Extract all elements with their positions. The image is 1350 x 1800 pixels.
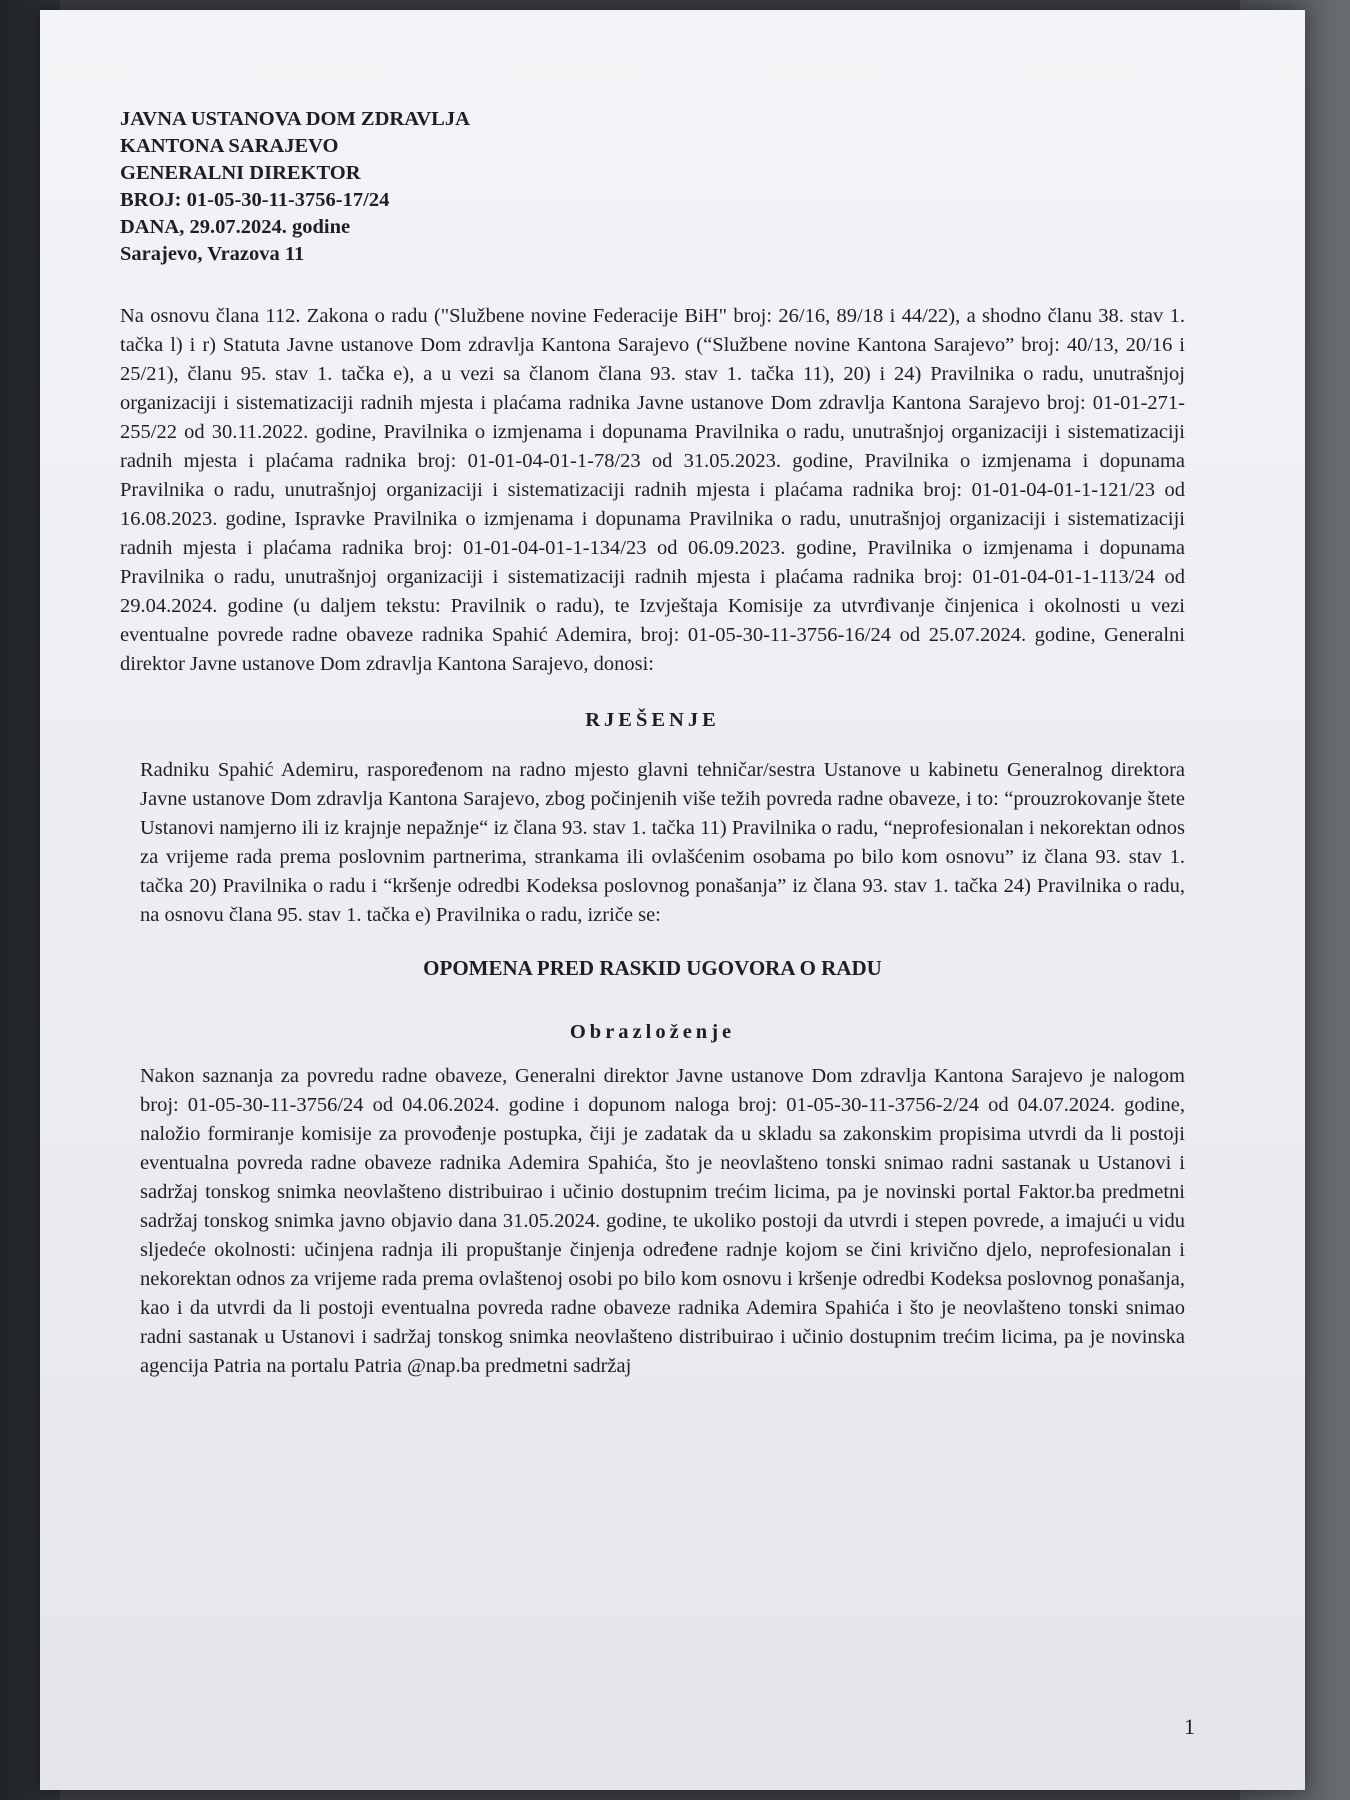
- document-address: Sarajevo, Vrazova 11: [120, 243, 305, 265]
- sanction-heading: OPOMENA PRED RASKID UGOVORA O RADU: [423, 956, 882, 980]
- decision-paragraph: Radniku Spahić Ademiru, raspoređenom na radno mjesto glavni tehničar/sestra Ustanove u kabinetu Generalnog direktora Javne ustanove Dom zdravlja Kantona Sarajevo, zbog počinjenih više težih povreda radne obaveze, i to: “prouzrokovanje štete Ustanovi namjerno ili iz krajnje nepažnje“ iz člana 93. stav 1. tačka 11) Pravilnika o radu, “neprofesionalan i nekorektan odnos za vrijeme rada prema poslovnim partnerima, strankama ili ovlašćenim osobama po bilo kom osnovu” iz člana 93. stav 1. tačka 20) Pravilnika o radu i “kršenje odredbi Kodeksa poslovnog ponašanja” iz člana 93. stav 1. tačka 24) Pravilnika o radu, na osnovu člana 95. stav 1. tačka e) Pravilnika o radu, izriče se:: [140, 759, 1185, 926]
- issuer-title: GENERALNI DIREKTOR: [120, 162, 361, 184]
- intro-paragraph: Na osnovu člana 112. Zakona o radu ("Službene novine Federacije BiH" broj: 26/16, 89/18 i 44/22), a shodno članu 38. stav 1. tačka l) i r) Statuta Javne ustanove Dom zdravlja Kantona Sarajevo (“Službene novine Kantona Sarajevo” broj: 40/13, 20/16 i 25/21), članu 95. stav 1. tačka e), a u vezi sa članom člana 93. stav 1. tačka 11), 20) i 24) Pravilnika o radu, unutrašnjoj organizaciji i sistematizaciji radnih mjesta i plaćama radnika Javne ustanove Dom zdravlja Kantona Sarajevo broj: 01-01-271-255/22 od 30.11.2022. godine, Pravilnika o izmjenama i dopunama Pravilnika o radu, unutrašnjoj organizaciji i sistematizaciji radnih mjesta i plaćama radnika broj: 01-01-04-01-1-78/23 od 31.05.2023. godine, Pravilnika o izmjenama i dopunama Pravilnika o radu, unutrašnjoj organizaciji i sistematizaciji radnih mjesta i plaćama radnika broj: 01-01-04-01-1-121/23 od 16.08.2023. godine, Ispravke Pravilnika o izmjenama i dopunama Pravilnika o radu, unutrašnjoj organizaciji i sistematizaciji radnih mjesta i plaćama radnika broj: 01-01-04-01-1-134/23 od 06.09.2023. godine, Pravilnika o izmjenama i dopunama Pravilnika o radu, unutrašnjoj organizaciji i sistematizaciji radnih mjesta i plaćama radnika broj: 01-01-04-01-1-113/24 od 29.04.2024. godine (u daljem tekstu: Pravilnik o radu), te Izvještaja Komisije za utvrđivanje činjenica i okolnosti u vezi eventualne povrede radne obaveze radnika Spahić Ademira, broj: 01-05-30-11-3756-16/24 od 25.07.2024. godine, Generalni direktor Javne ustanove Dom zdravlja Kantona Sarajevo, donosi:: [120, 305, 1185, 675]
- document-page: [40, 10, 1305, 1790]
- institution-name: JAVNA USTANOVA DOM ZDRAVLJA: [120, 108, 470, 130]
- reasoning-paragraph: Nakon saznanja za povredu radne obaveze, Generalni direktor Javne ustanove Dom zdravlja Kantona Sarajevo je nalogom broj: 01-05-30-11-3756/24 od 04.06.2024. godine i dopunom naloga broj: 01-05-30-11-3756-2/24 od 04.07.2024. godine, naložio formiranje komisije za provođenje postupka, čiji je zadatak da u skladu sa zakonskim propisima utvrdi da li postoji eventualna povreda radne obaveze radnika Ademira Spahića, što je neovlašteno tonski snimao radni sastanak u Ustanovi i sadržaj tonskog snimka neovlašteno distribuirao i učinio dostupnim trećim licima, pa je novinski portal Faktor.ba predmetni sadržaj tonskog snimka javno objavio dana 31.05.2024. godine, te ukoliko postoji da utvrdi i stepen povrede, a imajući u vidu sljedeće okolnosti: učinjena radnja ili propuštanje činjenja određene radnje kojom se čini krivično djelo, neprofesionalan i nekorektan odnos za vrijeme rada prema ovlaštenoj osobi po bilo kom osnovu i kršenje odredbi Kodeksa poslovnog ponašanja, kao i da utvrdi da li postoji eventualna povreda radne obaveze radnika Ademira Spahića i što je neovlašteno tonski snimao radni sastanak u Ustanovi i sadržaj tonskog snimka neovlašteno distribuirao i učinio dostupnim trećim licima, pa je novinska agencija Patria na portalu Patria @nap.ba predmetni sadržaj: [140, 1065, 1185, 1377]
- page-number: 1: [1184, 1714, 1195, 1739]
- reasoning-heading: Obrazloženje: [569, 1021, 736, 1043]
- decision-heading: RJEŠENJE: [585, 709, 720, 731]
- institution-canton: KANTONA SARAJEVO: [120, 135, 339, 157]
- document-header: [120, 106, 1185, 268]
- document-number: BROJ: 01-05-30-11-3756-17/24: [120, 189, 390, 211]
- document-date: DANA, 29.07.2024. godine: [120, 216, 351, 238]
